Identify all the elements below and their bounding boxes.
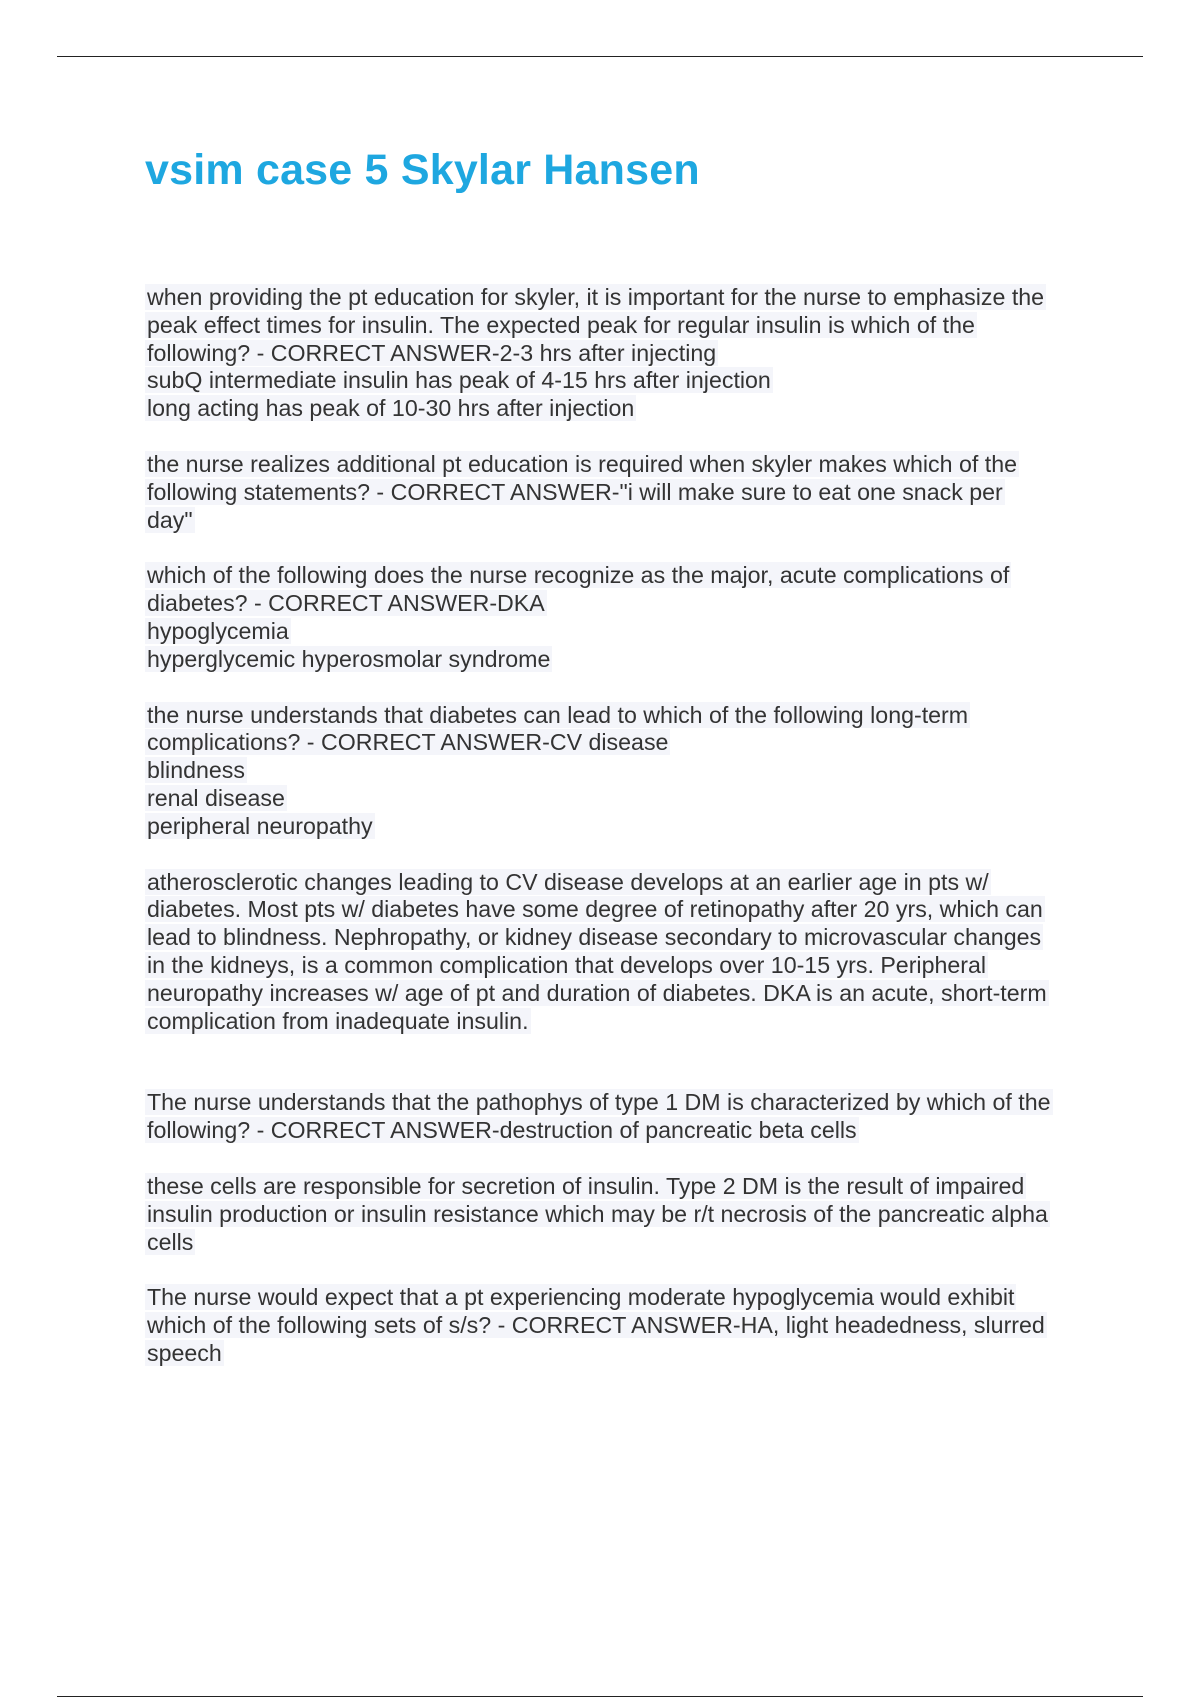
qa-block-type1-pathophys [145, 1089, 1095, 1145]
text-line: peak effect times for insulin. The expected peak for regular insulin is which of the [147, 311, 975, 338]
text-line: the nurse understands that diabetes can lead to which of the following long-term [147, 701, 969, 728]
text-line: atherosclerotic changes leading to CV disease develops at an earlier age in pts w/ [147, 868, 989, 895]
text-line: blindness [147, 757, 245, 784]
text-line: peripheral neuropathy [147, 812, 373, 839]
text-line: lead to blindness. Nephropathy, or kidney disease secondary to microvascular changes [147, 924, 1042, 951]
qa-block-peak-insulin [145, 284, 1095, 423]
text-line: renal disease [147, 784, 285, 811]
rationale-block-complications [145, 869, 1095, 1036]
qa-block-acute-complications [145, 562, 1095, 673]
text-line: The nurse would expect that a pt experiencing moderate hypoglycemia would exhibit [147, 1284, 1015, 1311]
text-line: these cells are responsible for secretion of insulin. Type 2 DM is the result of impaired [147, 1172, 1025, 1199]
text-line: the nurse realizes additional pt education is required when skyler makes which of the [147, 450, 1018, 477]
text-line: complication from inadequate insulin. [147, 1007, 529, 1034]
text-line: speech [147, 1339, 222, 1366]
rationale-block-beta-cells [145, 1173, 1095, 1256]
qa-block-pt-education [145, 451, 1095, 534]
text-line: diabetes. Most pts w/ diabetes have some degree of retinopathy after 20 yrs, which can [147, 896, 1043, 923]
text-line: day" [147, 506, 193, 533]
text-line: cells [147, 1228, 194, 1255]
text-line: following? - CORRECT ANSWER-destruction of pancreatic beta cells [147, 1117, 857, 1144]
text-line: subQ intermediate insulin has peak of 4-15 hrs after injection [147, 367, 771, 394]
text-line: following statements? - CORRECT ANSWER-"i will make sure to eat one snack per [147, 478, 1003, 505]
document-body [145, 284, 1095, 1368]
text-line: hypoglycemia [147, 617, 289, 644]
footer-rule [57, 1696, 1143, 1697]
text-line: complications? - CORRECT ANSWER-CV disease [147, 729, 669, 756]
text-line: diabetes? - CORRECT ANSWER-DKA [147, 590, 545, 617]
text-line: The nurse understands that the pathophys of type 1 DM is characterized by which of the [147, 1089, 1051, 1116]
qa-block-long-term-complications [145, 702, 1095, 841]
text-line: hyperglycemic hyperosmolar syndrome [147, 645, 551, 672]
text-line: in the kidneys, is a common complication that develops over 10-15 yrs. Peripheral [147, 951, 987, 978]
text-line: when providing the pt education for skyler, it is important for the nurse to emphasize the [147, 284, 1045, 310]
text-line: long acting has peak of 10-30 hrs after injection [147, 395, 635, 422]
text-line: neuropathy increases w/ age of pt and duration of diabetes. DKA is an acute, short-term [147, 979, 1047, 1006]
text-line: following? - CORRECT ANSWER-2-3 hrs after injecting [147, 339, 717, 366]
text-line: insulin production or insulin resistance which may be r/t necrosis of the pancreatic alpha [147, 1200, 1048, 1227]
header-rule [57, 56, 1143, 57]
text-line: which of the following does the nurse recognize as the major, acute complications of [147, 562, 1010, 589]
qa-block-moderate-hypoglycemia [145, 1284, 1095, 1367]
document-title: vsim case 5 Skylar Hansen [145, 146, 700, 194]
text-line: which of the following sets of s/s? - CORRECT ANSWER-HA, light headedness, slurred [147, 1312, 1045, 1339]
